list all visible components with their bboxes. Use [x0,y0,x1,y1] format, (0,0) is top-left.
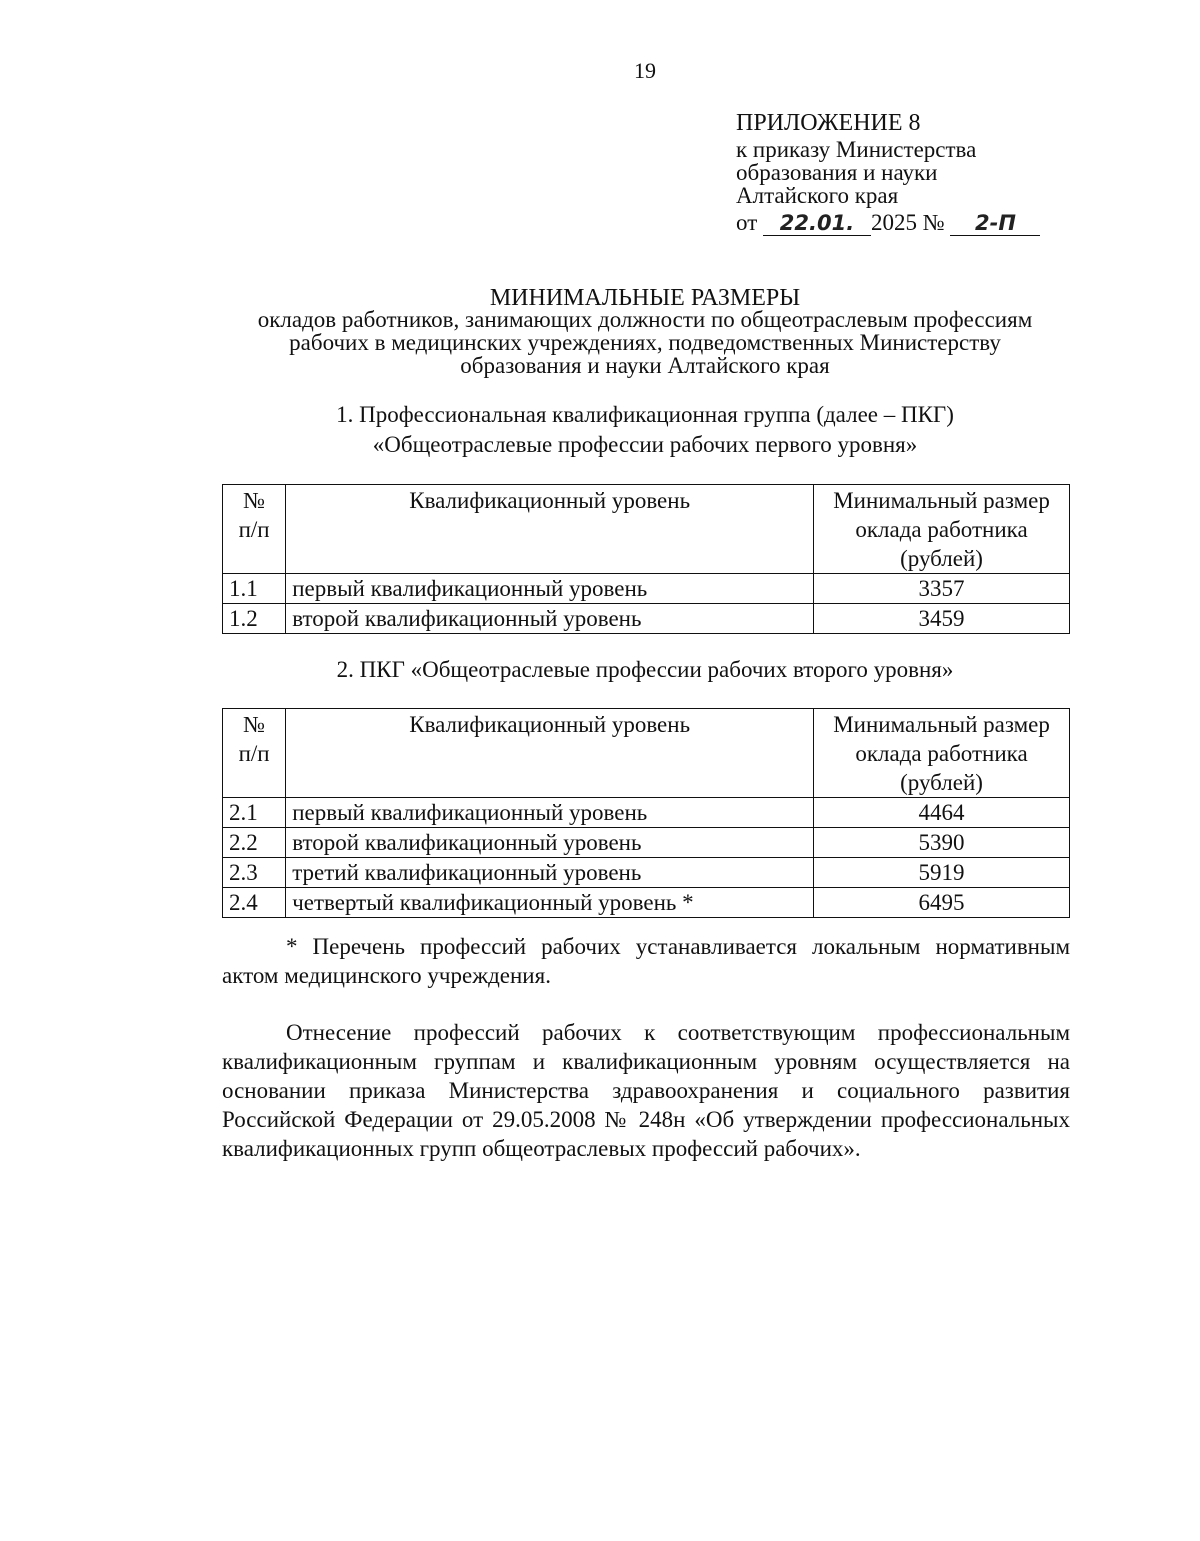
row-num: 1.2 [223,604,286,634]
appendix-block [736,108,1040,236]
header-num-line: п/п [238,517,270,542]
row-num: 2.1 [223,798,286,828]
header-num-line: № [243,488,266,513]
table-row [223,604,1070,634]
subtitle-line: окладов работников, занимающих должности по общеотраслевым профессиям [257,307,1033,332]
document-subtitle [0,308,1200,377]
appendix-line: образования и науки [736,160,938,185]
subtitle-line: рабочих в медицинских учреждениях, подведомственных Министерству [289,330,1001,355]
header-num-line: п/п [238,741,270,766]
header-salary-line: (рублей) [900,546,983,571]
appendix-title: ПРИЛОЖЕНИЕ 8 [736,110,921,136]
header-salary-line: Минимальный размер [833,712,1050,737]
table-row [223,858,1070,888]
table-header-row [223,485,1070,574]
order-prefix: от [736,210,758,235]
section-2-heading: 2. ПКГ «Общеотраслевые профессии рабочих второго уровня» [336,657,954,682]
row-level: первый квалификационный уровень [286,798,814,828]
row-num: 2.3 [223,858,286,888]
appendix-line: Алтайского края [736,183,899,208]
header-level: Квалификационный уровень [286,485,814,574]
row-salary: 5919 [814,858,1070,888]
row-level: четвертый квалификационный уровень * [286,888,814,918]
salary-table-1 [222,484,1070,634]
body-paragraph: Отнесение профессий рабочих к соответствующим профессиональным квалификационным группам и квалификационным уровням осуществляется на основании приказа Министерства здравоохранения и социального развития Российской Федерации от 29.05.2008 № 248н «Об утверждении профессиональных квалификационных групп общеотраслевых профессий рабочих». [222,1020,1070,1161]
row-level: второй квалификационный уровень [286,828,814,858]
header-salary-line: оклада работника [855,517,1028,542]
table-row [223,888,1070,918]
row-salary: 6495 [814,888,1070,918]
header-num-line: № [243,712,266,737]
header-salary-line: Минимальный размер [833,488,1050,513]
table-header-row [223,709,1070,798]
header-num [223,485,286,574]
row-salary: 3459 [814,604,1070,634]
row-salary: 5390 [814,828,1070,858]
section-heading-line: 1. Профессиональная квалификационная группа (далее – ПКГ) [336,402,954,427]
header-level: Квалификационный уровень [286,709,814,798]
row-num: 2.4 [223,888,286,918]
handwritten-order-date: 22.01. [763,212,871,236]
footnote: * Перечень профессий рабочих устанавливается локальным нормативным актом медицинского учреждения. [222,934,1070,988]
header-salary [814,709,1070,798]
document-title: МИНИМАЛЬНЫЕ РАЗМЕРЫ [489,285,801,311]
row-level: второй квалификационный уровень [286,604,814,634]
section-1-heading [0,400,1200,460]
table-row [223,798,1070,828]
row-salary: 3357 [814,574,1070,604]
header-salary-line: оклада работника [855,741,1028,766]
row-level: первый квалификационный уровень [286,574,814,604]
table-row [223,828,1070,858]
order-line [736,211,1040,236]
table-row [223,574,1070,604]
order-year: 2025 № [871,210,945,235]
subtitle-line: образования и науки Алтайского края [460,353,830,378]
row-num: 2.2 [223,828,286,858]
row-num: 1.1 [223,574,286,604]
row-salary: 4464 [814,798,1070,828]
header-num [223,709,286,798]
handwritten-order-number: 2-П [950,212,1040,236]
appendix-line: к приказу Министерства [736,137,977,162]
row-level: третий квалификационный уровень [286,858,814,888]
section-heading-line: «Общеотраслевые профессии рабочих первого уровня» [372,432,918,457]
salary-table-2 [222,708,1070,918]
header-salary [814,485,1070,574]
page-number: 19 [634,58,656,83]
header-salary-line: (рублей) [900,770,983,795]
